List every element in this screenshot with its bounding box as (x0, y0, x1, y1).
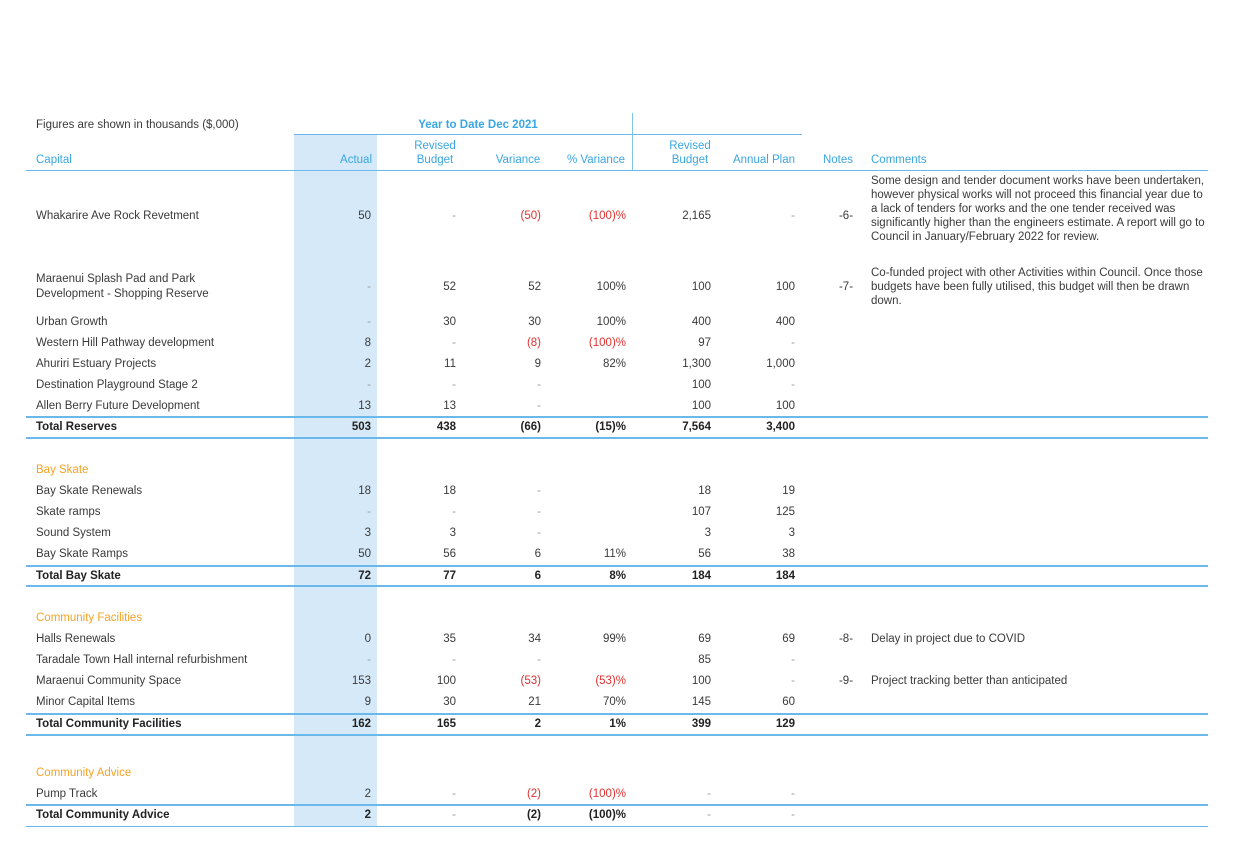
cell-rev-budget: - (452, 210, 456, 222)
cell-annual: - (791, 337, 795, 349)
cell-revised: 145 (691, 696, 711, 708)
cell-variance: 9 (534, 358, 541, 370)
row-name: Taradale Town Hall internal refurbishment (36, 654, 248, 666)
cell-rev-budget: 30 (443, 696, 456, 708)
ytd-label: Year to Date Dec 2021 (418, 119, 538, 131)
cell-actual: 2 (364, 788, 371, 800)
total-name: Total Reserves (36, 421, 117, 433)
total-variance: (66) (520, 421, 541, 433)
cell-actual: 13 (358, 400, 371, 412)
cell-rev-budget: 3 (449, 527, 456, 539)
cell-variance: - (537, 506, 541, 518)
total-rule-bottom (26, 734, 1208, 736)
cell-variance: 21 (528, 696, 541, 708)
cell-note: -9- (838, 675, 854, 687)
cell-pct: 100% (596, 316, 626, 328)
section-title-community-advice: Community Advice (36, 767, 132, 779)
total-variance: 6 (534, 570, 541, 582)
cell-pct: 100% (596, 281, 626, 293)
cell-variance: (50) (520, 210, 541, 222)
cell-annual: - (791, 210, 795, 222)
col-actual: Actual (340, 154, 372, 166)
comment-8: Delay in project due to COVID (871, 633, 1026, 645)
cell-rev-budget: - (452, 506, 456, 518)
cell-revised: 100 (691, 400, 711, 412)
cell-annual: 19 (782, 485, 795, 497)
cell-actual: - (367, 379, 371, 391)
cell-note: -7- (838, 281, 854, 293)
row-name: Pump Track (36, 788, 98, 800)
row-name: Minor Capital Items (36, 696, 136, 708)
col-variance: Variance (495, 154, 541, 166)
cell-revised: 18 (698, 485, 711, 497)
row-name: Halls Renewals (36, 633, 116, 645)
total-name: Total Community Advice (36, 809, 170, 821)
total-pct: (15)% (595, 421, 626, 433)
total-annual: 129 (775, 718, 795, 730)
header-rule (26, 170, 1208, 171)
total-pct: 8% (609, 570, 626, 582)
figures-note: Figures are shown in thousands ($,000) (36, 119, 239, 131)
cell-actual: 8 (364, 337, 371, 349)
cell-pct: (100)% (588, 337, 626, 349)
total-rev-budget: 77 (443, 570, 456, 582)
row-name-line1: Maraenui Splash Pad and Park (36, 273, 196, 285)
total-rule-top (26, 713, 1208, 715)
cell-revised: 2,165 (682, 210, 711, 222)
header-rule-upper (294, 134, 802, 135)
total-annual: 184 (775, 570, 795, 582)
row-name: Western Hill Pathway development (36, 337, 215, 349)
cell-actual: 18 (358, 485, 371, 497)
col-annual-plan: Annual Plan (732, 154, 796, 166)
cell-actual: 3 (364, 527, 371, 539)
total-revised: 7,564 (682, 421, 711, 433)
total-rule-top (26, 416, 1208, 418)
comment-9: Project tracking better than anticipated (871, 675, 1068, 687)
row-name: Sound System (36, 527, 111, 539)
total-actual: 2 (364, 809, 371, 821)
row-name: Bay Skate Renewals (36, 485, 143, 497)
cell-rev-budget: - (452, 337, 456, 349)
cell-variance: (2) (526, 788, 541, 800)
total-rule-top (26, 804, 1208, 806)
cell-rev-budget: - (452, 379, 456, 391)
cell-revised: 100 (691, 379, 711, 391)
cell-rev-budget: - (452, 654, 456, 666)
comment-7: Co-funded project with other Activities within Council. Once those budgets have been fully utilised, this budget will then be drawn down. (871, 267, 1203, 307)
cell-rev-budget: 13 (443, 400, 456, 412)
cell-revised: 85 (698, 654, 711, 666)
cell-revised: 3 (704, 527, 711, 539)
cell-annual: 100 (775, 400, 795, 412)
cell-revised: 56 (698, 548, 711, 560)
section-title-community-facilities: Community Facilities (36, 612, 143, 624)
total-revised: - (707, 809, 711, 821)
total-rule-bottom (26, 437, 1208, 439)
cell-rev-budget: 18 (443, 485, 456, 497)
cell-revised: 1,300 (682, 358, 711, 370)
cell-actual: - (367, 316, 371, 328)
total-rev-budget: - (452, 809, 456, 821)
cell-annual: 125 (775, 506, 795, 518)
cell-rev-budget: 56 (443, 548, 456, 560)
cell-actual: 0 (364, 633, 371, 645)
cell-actual: 50 (358, 548, 371, 560)
cell-rev-budget: - (452, 788, 456, 800)
col-notes: Notes (822, 154, 854, 166)
cell-annual: 400 (775, 316, 795, 328)
row-name: Urban Growth (36, 316, 108, 328)
cell-variance: - (537, 379, 541, 391)
cell-revised: - (707, 788, 711, 800)
cell-variance: - (537, 485, 541, 497)
cell-variance: - (537, 400, 541, 412)
cell-revised: 107 (691, 506, 711, 518)
total-name: Total Community Facilities (36, 718, 182, 730)
row-name: Skate ramps (36, 506, 101, 518)
cell-rev-budget: 100 (436, 675, 456, 687)
row-name-line2: Development - Shopping Reserve (36, 288, 209, 300)
cell-pct: (100)% (588, 210, 626, 222)
row-name: Destination Playground Stage 2 (36, 379, 198, 391)
col-revised-budget-1: Revised (669, 140, 711, 152)
row-name: Maraenui Community Space (36, 675, 182, 687)
cell-pct: (100)% (588, 788, 626, 800)
total-annual: 3,400 (766, 421, 795, 433)
cell-annual: 38 (782, 548, 795, 560)
cell-rev-budget: 30 (443, 316, 456, 328)
cell-actual: 2 (364, 358, 371, 370)
cell-pct: 82% (602, 358, 626, 370)
cell-pct: 99% (602, 633, 626, 645)
cell-actual: 50 (358, 210, 371, 222)
cell-rev-budget: 52 (443, 281, 456, 293)
cell-annual: 60 (782, 696, 795, 708)
col-revised-budget-ytd-1: Revised (414, 140, 456, 152)
cell-rev-budget: 35 (443, 633, 456, 645)
cell-annual: 3 (788, 527, 795, 539)
total-actual: 503 (351, 421, 371, 433)
cell-variance: 34 (528, 633, 541, 645)
total-rev-budget: 165 (436, 718, 456, 730)
row-name: Ahuriri Estuary Projects (36, 358, 157, 370)
cell-pct: 70% (602, 696, 626, 708)
col-pct-variance: % Variance (567, 154, 625, 166)
col-capital: Capital (36, 154, 72, 166)
cell-revised: 100 (691, 675, 711, 687)
col-comments: Comments (871, 154, 927, 166)
total-rule-top (26, 565, 1208, 567)
cell-annual: - (791, 654, 795, 666)
cell-annual: 69 (782, 633, 795, 645)
total-pct: 1% (609, 718, 626, 730)
cell-revised: 400 (691, 316, 711, 328)
cell-note: -6- (838, 210, 854, 222)
row-name: Whakarire Ave Rock Revetment (36, 210, 199, 222)
total-revised: 184 (691, 570, 711, 582)
cell-variance: 52 (528, 281, 541, 293)
total-actual: 72 (358, 570, 371, 582)
total-annual: - (791, 809, 795, 821)
total-rule-bottom (26, 585, 1208, 587)
cell-pct: 11% (603, 548, 626, 560)
cell-annual: - (791, 379, 795, 391)
table-bottom-rule (26, 826, 1208, 827)
cell-variance: 6 (534, 548, 541, 560)
row-name: Bay Skate Ramps (36, 548, 129, 560)
cell-annual: - (791, 788, 795, 800)
total-variance: (2) (526, 809, 541, 821)
cell-variance: 30 (528, 316, 541, 328)
cell-variance: (53) (520, 675, 541, 687)
cell-rev-budget: 11 (444, 358, 456, 370)
cell-revised: 97 (698, 337, 711, 349)
section-title-bay-skate: Bay Skate (36, 464, 89, 476)
cell-annual: 100 (775, 281, 795, 293)
comment-6: Some design and tender document works have been undertaken, however physical works will not proceed this financial year due to a lack of tenders for works and the one tender received was significantly higher than the engineers estimate. A report will go to Council in January/February 2022 for review. (871, 175, 1205, 243)
cell-actual: - (367, 281, 371, 293)
total-actual: 162 (351, 718, 371, 730)
cell-pct: (53)% (595, 675, 626, 687)
cell-variance: - (537, 654, 541, 666)
total-variance: 2 (534, 718, 541, 730)
cell-actual: - (367, 506, 371, 518)
cell-annual: - (791, 675, 795, 687)
cell-variance: (8) (526, 337, 541, 349)
cell-annual: 1,000 (766, 358, 795, 370)
col-revised-budget-2: Budget (671, 154, 709, 166)
cell-actual: 153 (351, 675, 371, 687)
cell-actual: - (367, 654, 371, 666)
row-name: Allen Berry Future Development (36, 400, 200, 412)
total-name: Total Bay Skate (36, 570, 121, 582)
cell-actual: 9 (364, 696, 371, 708)
ytd-divider (632, 113, 633, 170)
col-revised-budget-ytd-2: Budget (416, 154, 454, 166)
total-pct: (100)% (588, 809, 626, 821)
total-rev-budget: 438 (436, 421, 456, 433)
total-revised: 399 (691, 718, 711, 730)
cell-variance: - (537, 527, 541, 539)
cell-note: -8- (838, 633, 854, 645)
cell-revised: 69 (698, 633, 711, 645)
cell-revised: 100 (691, 281, 711, 293)
